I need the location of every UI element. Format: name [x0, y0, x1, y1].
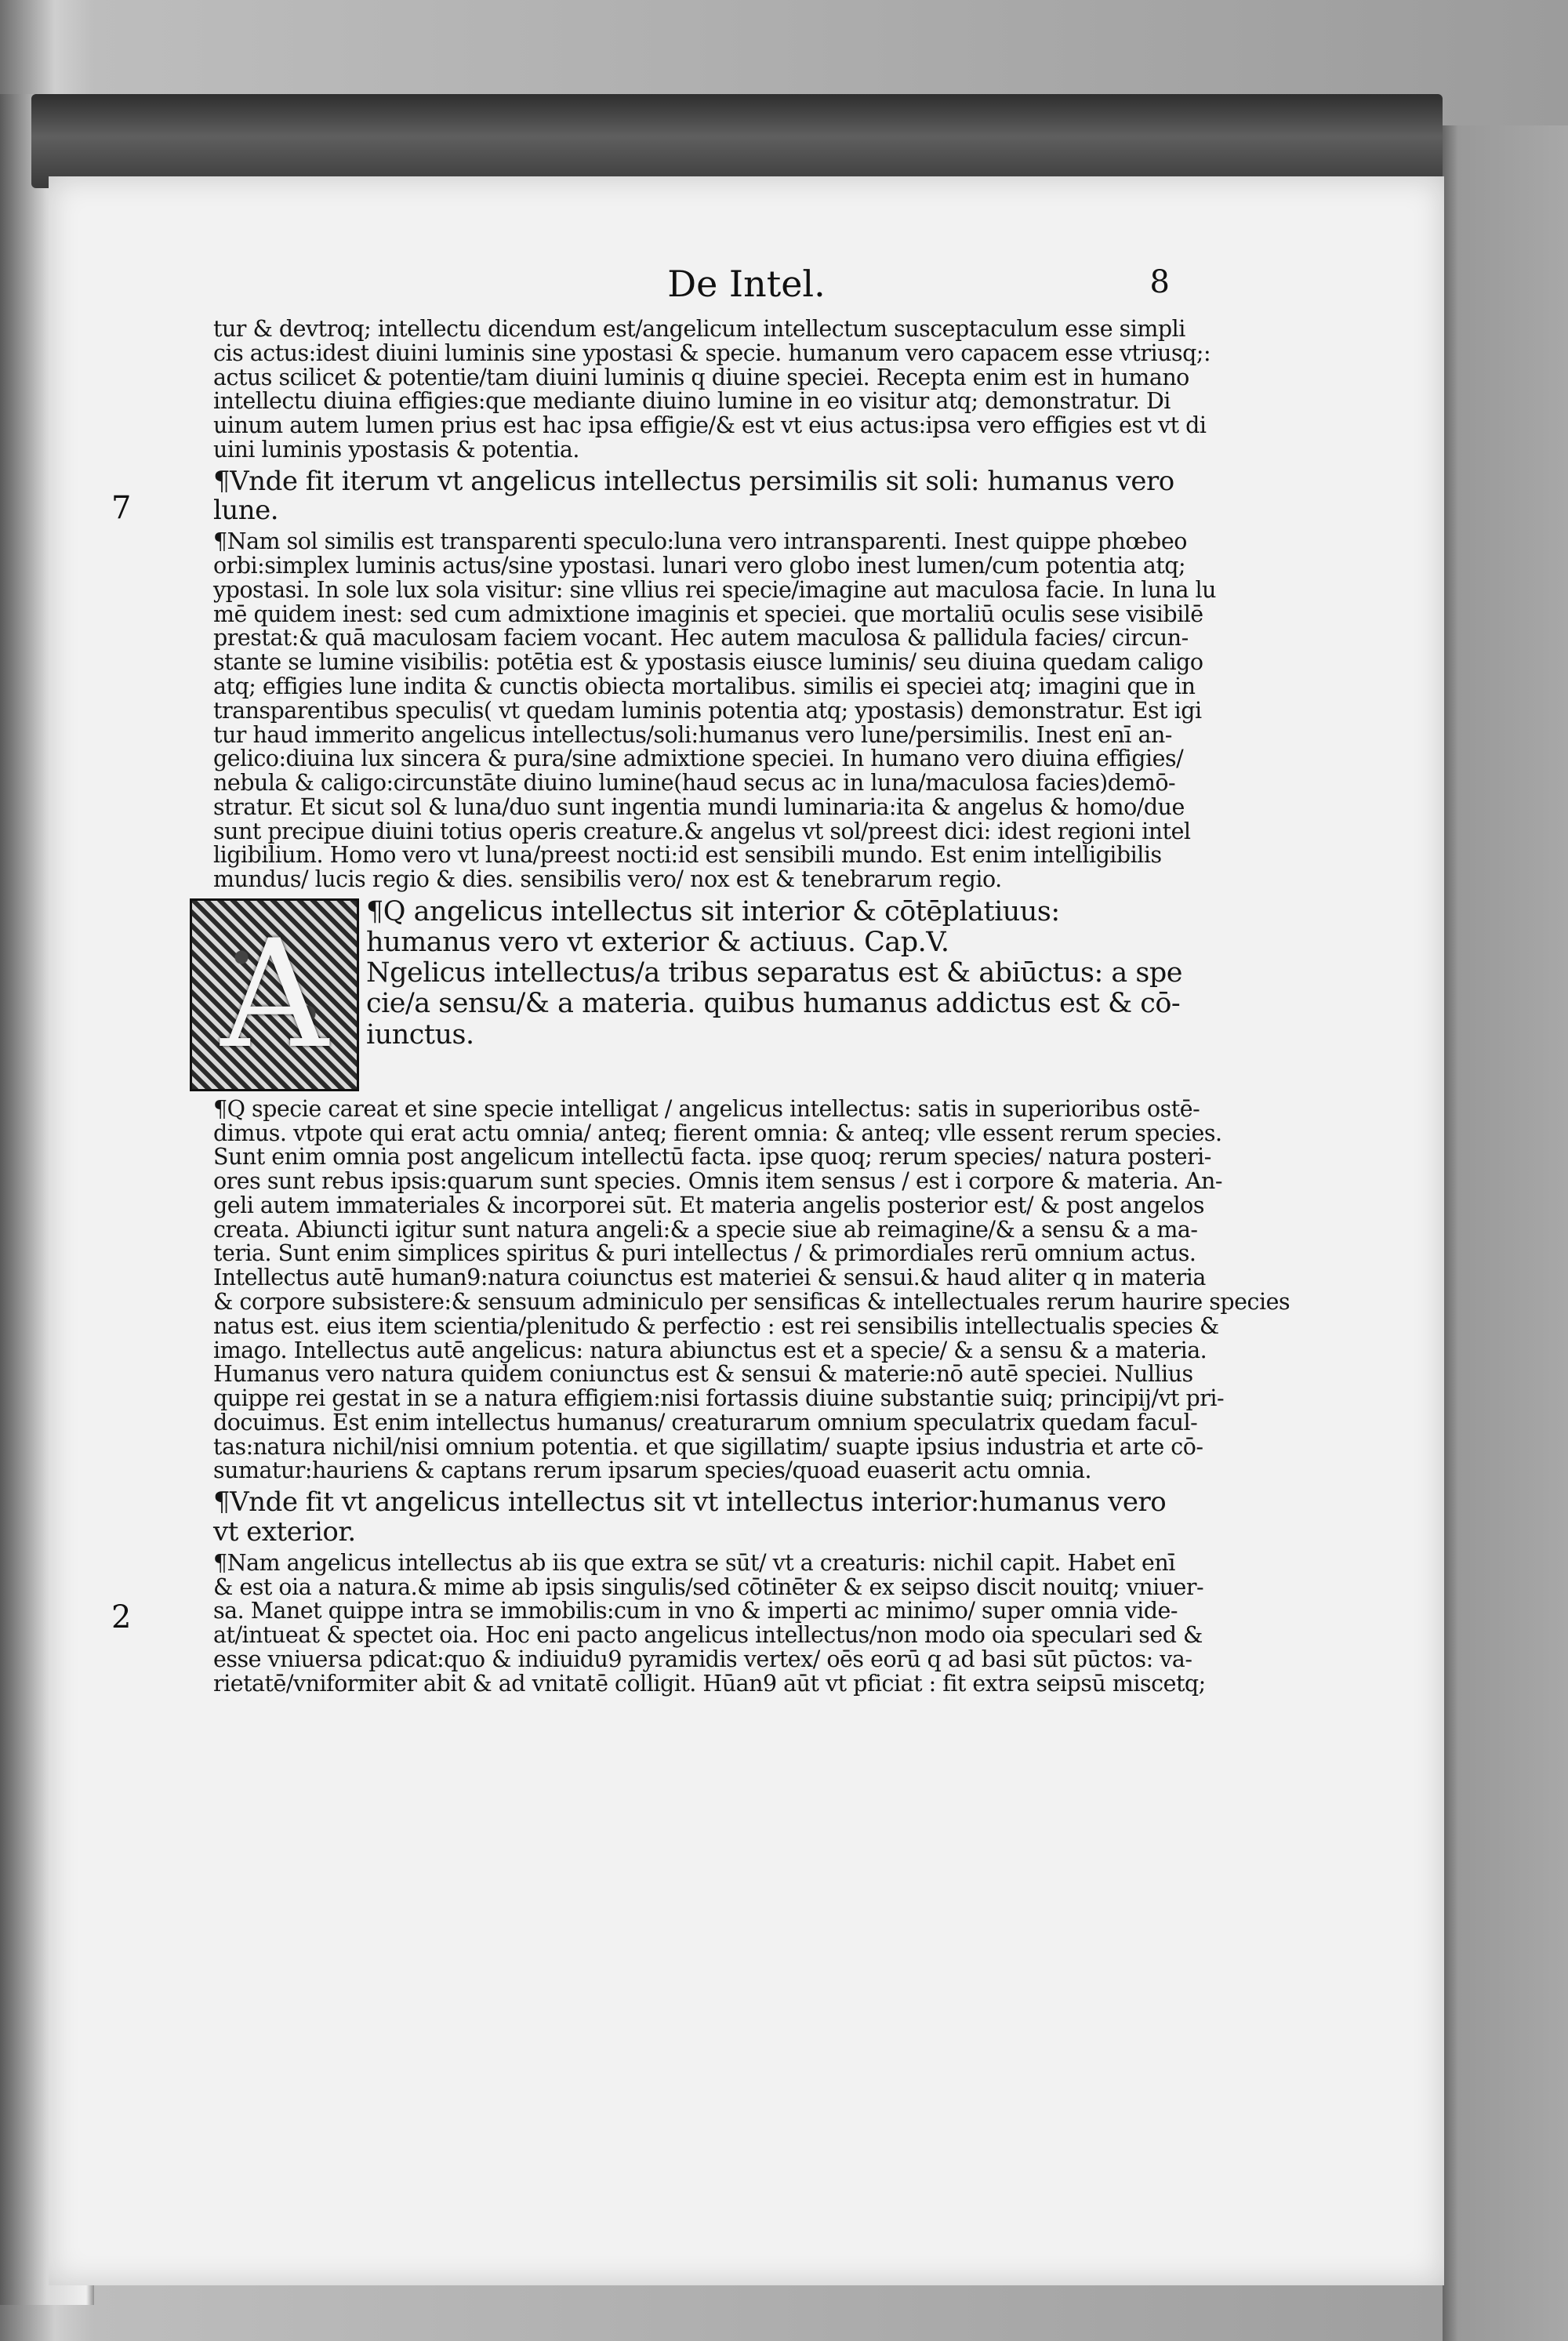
margin-number: 2: [111, 1599, 132, 1635]
text-line: mundus/ lucis regio & dies. sensibilis vero/ nox est & tenebrarum regio.: [213, 866, 1002, 893]
text-line: & est oia a natura.& mime ab ipsis singulis/sed cōtinēter & ex seipso discit nouitq; vniuer-: [213, 1573, 1204, 1600]
text-block: [213, 316, 1290, 1700]
text-line: Humanus vero natura quidem coniunctus est & sensui & materie:nō autē speciei. Nullius: [213, 1361, 1193, 1388]
paragraph: [213, 316, 1211, 463]
text-line: & corpore subsistere:& sensuum adminiculo per sensificas & intellectuales rerum haurire species: [213, 1288, 1290, 1315]
text-line: natus est. eius item scientia/plenitudo & perfectio : est rei sensibilis intellectualis species &: [213, 1312, 1219, 1339]
text-line: Intellectus autē human9:natura coiunctus est materiei & sensui.& haud aliter q in materia: [213, 1265, 1206, 1291]
text-line: imago. Intellectus autē angelicus: natura abiunctus est et a specie/ & a sensu & a materia.: [213, 1337, 1207, 1363]
decorated-initial: [190, 898, 359, 1091]
text-line: orbi:simplex luminis actus/sine ypostasi. lunari vero globo inest lumen/cum potentia atq;: [213, 553, 1186, 579]
section-heading: [213, 1488, 1178, 1547]
chapter-line: iunctus.: [366, 1018, 474, 1051]
paragraph: [213, 1549, 1206, 1697]
page: [49, 176, 1444, 2285]
chapter-heading: [366, 897, 1189, 1051]
text-line: rietatē/vniformiter abit & ad vnitatē colligit. Hūan9 aūt vt pficiat : fit extra seipsū miscetq;: [213, 1670, 1206, 1697]
chapter-line: cie/a sensu/& a materia. quibus humanus addictus est & cō-: [366, 988, 1181, 1020]
folio-number: 8: [1149, 264, 1170, 300]
text-line: gelico:diuina lux sincera & pura/sine admixtione speciei. In humano vero diuina effigies/: [213, 746, 1184, 772]
text-line: dimus. vtpote qui erat actu omnia/ anteq; fierent omnia: & anteq; vlle essent rerum species.: [213, 1120, 1222, 1146]
text-line: sunt precipue diuini totius operis creature.& angelus vt sol/preest dici: idest regioni intel: [213, 818, 1191, 844]
text-line: mē quidem inest: sed cum admixtione imaginis et speciei. que mortaliū oculis sese visibilē: [213, 601, 1203, 627]
text-line: ligibilium. Homo vero vt luna/preest nocti:id est sensibili mundo. Est enim intelligibilis: [213, 842, 1162, 869]
paragraph: [213, 1095, 1290, 1484]
text-line: geli autem immateriales & incorporei sūt. Et materia angelis posterior est/ & post angelos: [213, 1192, 1204, 1218]
text-line: sumatur:hauriens & captans rerum ipsarum species/quoad euaserit actu omnia.: [213, 1457, 1092, 1484]
right-page-stack: [1443, 125, 1568, 2341]
text-line: teria. Sunt enim simplices spiritus & puri intellectus / & primordiales rerū omnium actus.: [213, 1240, 1196, 1267]
book-top-edge: [31, 94, 1443, 188]
text-line: prestat:& quā maculosam faciem vocant. Hec autem maculosa & pallidula facies/ circun-: [213, 625, 1189, 651]
text-line: uini luminis ypostasis & potentia.: [213, 436, 579, 463]
text-line: sa. Manet quippe intra se immobilis:cum in vno & imperti ac minimo/ super omnia vide-: [213, 1598, 1178, 1624]
text-line: intellectu diuina effigies:que mediante diuino lumine in eo visitur atq; demonstratur. Di: [213, 388, 1171, 415]
text-line: ¶Nam angelicus intellectus ab iis que extra se sūt/ vt a creaturis: nichil capit. Habet enī: [213, 1549, 1175, 1576]
paragraph: [213, 528, 1217, 893]
text-line: ¶Vnde fit vt angelicus intellectus sit vt intellectus interior:humanus vero: [213, 1486, 1167, 1519]
text-line: cis actus:idest diuini luminis sine ypostasi & specie. humanum vero capacem esse vtriusq;:: [213, 339, 1211, 366]
chapter-line: Ngelicus intellectus/a tribus separatus est & abiūctus: a spe: [366, 957, 1182, 989]
chapter-line: humanus vero vt exterior & actiuus. Cap.V.: [366, 927, 949, 959]
text-line: nebula & caligo:circunstāte diuino lumine(haud secus ac in luna/maculosa facies)demō-: [213, 770, 1176, 797]
text-line: actus scilicet & potentie/tam diuini luminis q diuine speciei. Recepta enim est in humano: [213, 364, 1189, 390]
text-line: Sunt enim omnia post angelicum intellectū facta. ipse quoq; rerum species/ natura posteri-: [213, 1144, 1211, 1170]
text-line: atq; effigies lune indita & cunctis obiecta mortalibus. similis ei speciei atq; imagini que in: [213, 673, 1196, 699]
text-line: lune.: [213, 494, 279, 526]
margin-number: 7: [111, 490, 132, 526]
chapter-line: ¶Q angelicus intellectus sit interior & cōtēplatiuus:: [366, 895, 1060, 927]
text-line: vt exterior.: [213, 1515, 356, 1548]
text-line: tur & devtroq; intellectu dicendum est/angelicum intellectum susceptaculum esse simpli: [213, 316, 1185, 342]
text-line: ¶Nam sol similis est transparenti speculo:luna vero intransparenti. Inest quippe phœbeo: [213, 528, 1187, 555]
initial-letter: A: [220, 908, 328, 1082]
text-line: ores sunt rebus ipsis:quarum sunt species. Omnis item sensus / est i corpore & materia. An-: [213, 1168, 1223, 1195]
text-line: docuimus. Est enim intellectus humanus/ creaturarum omnium speculatrix quedam facul-: [213, 1409, 1198, 1435]
text-line: quippe rei gestat in se a natura effigiem:nisi fortassis diuine substantie suiq; principij/vt pri-: [213, 1385, 1225, 1412]
section-heading: [213, 467, 1178, 526]
text-line: tur haud immerito angelicus intellectus/soli:humanus vero lune/persimilis. Inest enī an-: [213, 721, 1172, 748]
text-line: tas:natura nichil/nisi omnium potentia. et que sigillatim/ suapte ipsius industria et arte cō-: [213, 1433, 1203, 1460]
text-line: creata. Abiuncti igitur sunt natura angeli:& a specie siue ab reimagine/& a sensu & a ma-: [213, 1216, 1198, 1243]
text-line: transparentibus speculis( vt quedam luminis potentia atq; ypostasis) demonstratur. Est igi: [213, 697, 1202, 724]
text-line: stratur. Et sicut sol & luna/duo sunt ingentia mundi luminaria:ita & angelus & homo/due: [213, 793, 1185, 820]
text-line: stante se lumine visibilis: potētia est & ypostasis eiusce luminis/ seu diuina quedam caligo: [213, 649, 1203, 676]
text-line: uinum autem lumen prius est hac ipsa effigie/& est vt eius actus:ipsa vero effigies est vt di: [213, 412, 1207, 439]
text-line: at/intueat & spectet oia. Hoc eni pacto angelicus intellectus/non modo oia speculari sed &: [213, 1622, 1203, 1649]
chapter-opening: [213, 895, 1182, 1093]
text-line: ¶Vnde fit iterum vt angelicus intellectus persimilis sit soli: humanus vero: [213, 465, 1174, 497]
running-head: De Intel.: [667, 263, 826, 305]
text-line: ¶Q specie careat et sine specie intelligat / angelicus intellectus: satis in superioribus ostē-: [213, 1095, 1200, 1122]
text-line: esse vniuersa pdicat:quo & indiuidu9 pyramidis vertex/ oēs eorū q ad basi sūt pūctos: va-: [213, 1646, 1192, 1672]
text-line: ypostasi. In sole lux sola visitur: sine vllius rei specie/imagine aut maculosa facie. In luna lu: [213, 576, 1217, 603]
